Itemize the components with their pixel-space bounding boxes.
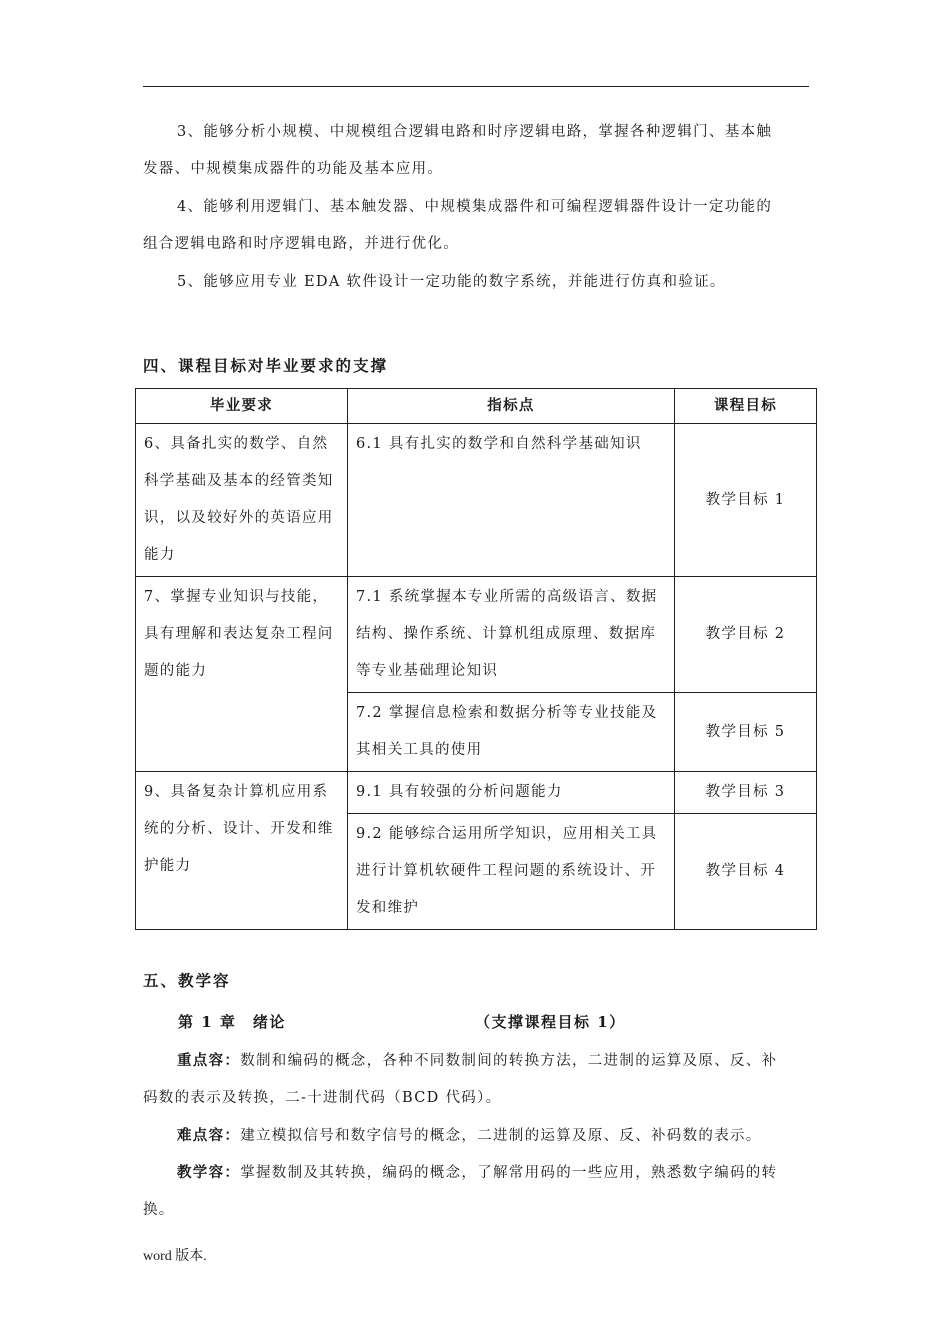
table-row [136, 577, 817, 693]
header-indicator: 指标点 [348, 389, 675, 424]
header-rule [143, 86, 809, 87]
requirement-cell: 7、掌握专业知识与技能，具有理解和表达复杂工程问题的能力 [136, 577, 348, 772]
chapter-support: （支撑课程目标 1） [475, 1013, 626, 1031]
key-label: 重点容： [177, 1052, 241, 1069]
intro-item-3: 3、能够分析小规模、中规模组合逻辑电路和时序逻辑电路，掌握各种逻辑门、基本触 发器、中规模集成器件的功能及基本应用。 [143, 124, 773, 177]
indicator-cell: 9.1 具有较强的分析问题能力 [348, 772, 675, 814]
indicator-cell: 9.2 能够综合运用所学知识，应用相关工具进行计算机软硬件工程问题的系统设计、开发和维护 [348, 814, 675, 930]
teaching-content: 教学容：掌握数制及其转换，编码的概念，了解常用码的一些应用，熟悉数字编码的转 换。 [143, 1164, 778, 1218]
goal-cell: 教学目标 2 [675, 577, 817, 693]
difficult-content: 难点容：建立模拟信号和数字信号的概念，二进制的运算及原、反、补码数的表示。 [177, 1127, 762, 1144]
table-header-row [136, 389, 817, 424]
table-row [136, 424, 817, 577]
goal-cell: 教学目标 4 [675, 814, 817, 930]
footer-note: word 版本. [143, 1249, 207, 1264]
requirement-cell: 6、具备扎实的数学、自然科学基础及基本的经管类知识，以及较好外的英语应用能力 [136, 424, 348, 577]
requirement-cell: 9、具备复杂计算机应用系统的分析、设计、开发和维护能力 [136, 772, 348, 930]
section-5-title: 五、教学容 [143, 971, 231, 990]
goal-cell: 教学目标 1 [675, 424, 817, 577]
teach-label: 教学容： [177, 1164, 241, 1181]
header-course-goal: 课程目标 [675, 389, 817, 424]
chapter-title: 第 1 章 绪论 [178, 1013, 286, 1031]
indicator-cell: 7.2 掌握信息检索和数据分析等专业技能及其相关工具的使用 [348, 693, 675, 772]
section-4-title: 四、课程目标对毕业要求的支撑 [143, 356, 389, 375]
header-requirement: 毕业要求 [136, 389, 348, 424]
indicator-cell: 6.1 具有扎实的数学和自然科学基础知识 [348, 424, 675, 577]
key-content: 重点容：数制和编码的概念，各种不同数制间的转换方法，二进制的运算及原、反、补 码数的表示及转换，二-十进制代码（BCD 代码）。 [143, 1052, 778, 1106]
table-row [136, 772, 817, 814]
goal-cell: 教学目标 3 [675, 772, 817, 814]
intro-item-5: 5、能够应用专业 EDA 软件设计一定功能的数字系统，并能进行仿真和验证。 [177, 274, 726, 290]
chapter-heading [178, 1011, 626, 1032]
hard-label: 难点容： [177, 1127, 241, 1144]
intro-item-4: 4、能够利用逻辑门、基本触发器、中规模集成器件和可编程逻辑器件设计一定功能的 组合逻辑电路和时序逻辑电路，并进行优化。 [143, 199, 773, 252]
goal-cell: 教学目标 5 [675, 693, 817, 772]
indicator-cell: 7.1 系统掌握本专业所需的高级语言、数据结构、操作系统、计算机组成原理、数据库等专业基础理论知识 [348, 577, 675, 693]
requirements-table [135, 388, 817, 930]
